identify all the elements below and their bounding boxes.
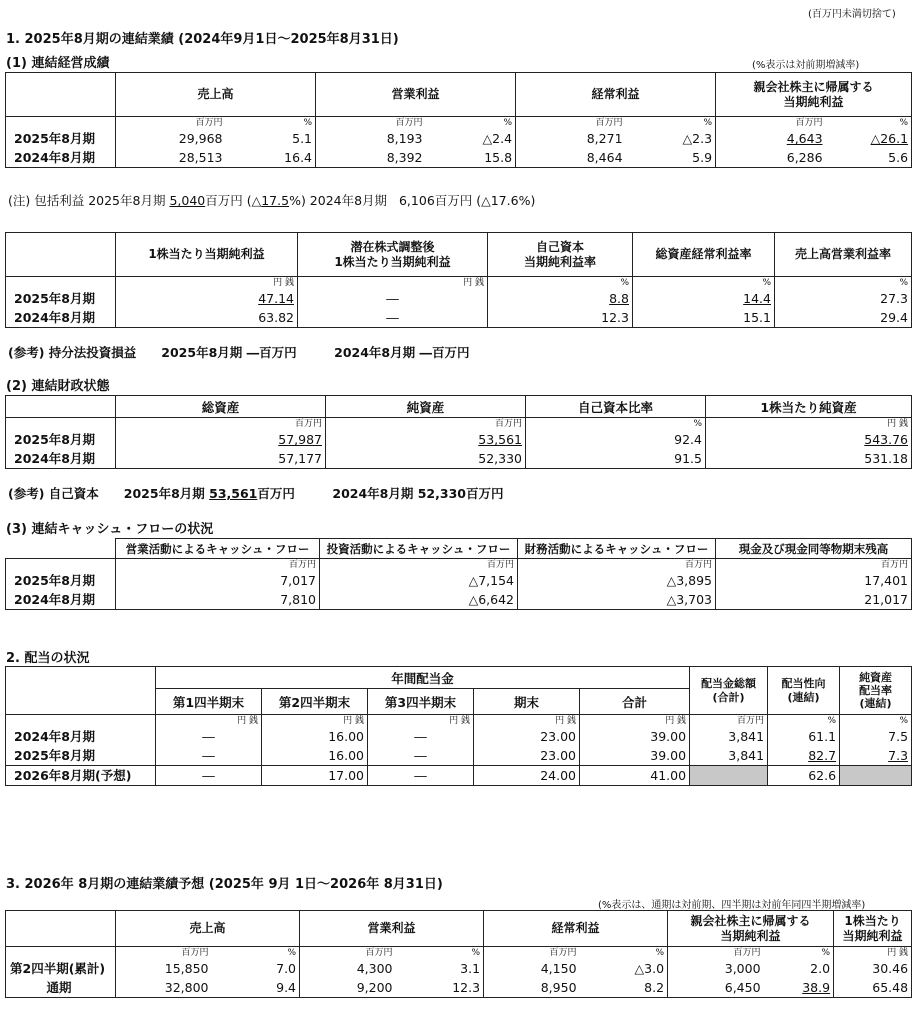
equity-note: [8, 484, 503, 502]
cell: 8.8: [609, 291, 629, 306]
header-operating-cf: 営業活動によるキャッシュ・フロー: [116, 539, 320, 559]
cell: 4,300: [300, 959, 396, 978]
cell: 39.00: [580, 746, 690, 766]
unit: 円 銭: [298, 277, 488, 290]
unit: 百万円: [300, 947, 396, 960]
cell: 16.00: [262, 746, 368, 766]
unit: 百万円: [518, 559, 716, 572]
cell: 29.4: [775, 308, 912, 328]
cell: 92.4: [526, 430, 706, 449]
cell: [840, 766, 912, 786]
table-row: [6, 727, 912, 746]
cell: 39.00: [580, 727, 690, 746]
results-title: (1) 連結経営成績: [6, 56, 110, 71]
table-row: [6, 978, 912, 998]
unit: 百万円: [316, 117, 426, 130]
unit: %: [764, 947, 834, 960]
row-label: 2024年8月期: [6, 308, 116, 328]
unit: 百万円: [326, 418, 526, 431]
header-year-end: 期末: [474, 689, 580, 715]
cell: △2.4: [426, 129, 516, 148]
cell: 5.1: [226, 129, 316, 148]
section1-title: 1. 2025年8月期の連結業績 (2024年9月1日～2025年8月31日): [6, 32, 399, 47]
cell: ―: [156, 727, 262, 746]
cell: △2.3: [626, 129, 716, 148]
unit: 円 銭: [116, 277, 298, 290]
cell: 62.6: [768, 766, 840, 786]
cell: △3,703: [518, 590, 716, 610]
unit: 百万円: [690, 715, 768, 728]
header-doe: 純資産 配当率 (連結): [840, 667, 912, 715]
header-cash-end: 現金及び現金同等物期末残高: [716, 539, 912, 559]
unit: 百万円: [116, 117, 226, 130]
unit: 百万円: [484, 947, 580, 960]
cell: 28,513: [116, 148, 226, 168]
row-label: 2025年8月期: [6, 289, 116, 308]
unit: %: [396, 947, 484, 960]
cell: 16.00: [262, 727, 368, 746]
cell: 47.14: [258, 291, 294, 306]
table-row: [6, 746, 912, 766]
dividends-table: [5, 666, 912, 786]
cell: 52,330: [326, 449, 526, 469]
cell: 27.3: [775, 289, 912, 308]
header-roe: 自己資本 当期純利益率: [488, 233, 633, 277]
header-ordinary-income: 経常利益: [484, 911, 668, 947]
cell: 23.00: [474, 727, 580, 746]
unit: 百万円: [716, 117, 826, 130]
unit: 百万円: [116, 559, 320, 572]
row-label: 2024年8月期: [6, 727, 156, 746]
note-value: 6,106百万円 (△17.6%): [398, 193, 536, 208]
cell: 8.2: [580, 978, 668, 998]
unit: %: [626, 117, 716, 130]
unit: 百万円: [668, 947, 764, 960]
results-table: [5, 72, 912, 168]
cell: [690, 766, 768, 786]
cell: 12.3: [396, 978, 484, 998]
financial-title: (2) 連結財政状態: [6, 379, 110, 394]
note-text: 百万円 (△: [205, 193, 262, 208]
row-label: 2025年8月期: [6, 571, 116, 590]
cell: ―: [156, 746, 262, 766]
unit: %: [226, 117, 316, 130]
cell: 38.9: [802, 980, 831, 995]
cell: ―: [298, 308, 488, 328]
header-total: 合計: [580, 689, 690, 715]
note-text: (注) 包括利益 2025年8月期: [8, 193, 166, 208]
cell: 82.7: [808, 748, 837, 763]
table-row: [6, 308, 912, 328]
header-eps: 1株当たり当期純利益: [116, 233, 298, 277]
table-row: [6, 449, 912, 469]
header-financing-cf: 財務活動によるキャッシュ・フロー: [518, 539, 716, 559]
cashflow-title: (3) 連結キャッシュ・フローの状況: [6, 522, 214, 537]
table-row: [6, 129, 912, 148]
cell: 15.1: [633, 308, 775, 328]
unit: %: [526, 418, 706, 431]
cell: 9.4: [212, 978, 300, 998]
row-label: 第2四半期(累計): [6, 959, 116, 978]
unit: 百万円: [716, 559, 912, 572]
row-label: 2025年8月期: [6, 129, 116, 148]
header-bps: 1株当たり純資産: [706, 396, 912, 418]
cell: 53,561: [478, 432, 522, 447]
cell: △7,154: [320, 571, 518, 590]
cell: 12.3: [488, 308, 633, 328]
unit-note: (百万円未満切捨て): [808, 9, 896, 20]
note-text: (参考) 自己資本 2025年8月期: [8, 486, 205, 501]
cell: ―: [298, 289, 488, 308]
unit: %: [768, 715, 840, 728]
header-operating-income: 営業利益: [300, 911, 484, 947]
cell: 8,392: [316, 148, 426, 168]
header-op-margin: 売上高営業利益率: [775, 233, 912, 277]
cell: 7.5: [840, 727, 912, 746]
cell: 3,000: [668, 959, 764, 978]
cashflow-table: [5, 538, 912, 610]
note-text: %) 2024年8月期: [289, 193, 388, 208]
cell: 14.4: [743, 291, 771, 306]
header-sales: 売上高: [116, 911, 300, 947]
cell: 30.46: [834, 959, 912, 978]
header-diluted-eps: 潜在株式調整後 1株当たり当期純利益: [298, 233, 488, 277]
cell: 9,200: [300, 978, 396, 998]
cell: 4,643: [786, 131, 823, 146]
cell: 4,150: [484, 959, 580, 978]
table-row: [6, 148, 912, 168]
unit: 円 銭: [368, 715, 474, 728]
unit: %: [826, 117, 912, 130]
header-annual-dividend: 年間配当金: [156, 667, 690, 689]
cell: 15.8: [426, 148, 516, 168]
cell: 7.3: [888, 748, 909, 763]
unit: %: [212, 947, 300, 960]
row-label: 2025年8月期: [6, 430, 116, 449]
cell: △3,895: [518, 571, 716, 590]
unit: %: [426, 117, 516, 130]
cell: 543.76: [864, 432, 908, 447]
note-value: 5,040: [169, 193, 206, 208]
forecast-title: 3. 2026年 8月期の連結業績予想 (2025年 9月 1日～2026年 8月31日): [6, 877, 443, 892]
unit: 百万円: [516, 117, 626, 130]
cell: 7,017: [116, 571, 320, 590]
row-label: 2026年8月期(予想): [6, 766, 156, 786]
unit: 円 銭: [706, 418, 912, 431]
header-net-assets: 純資産: [326, 396, 526, 418]
cell: △6,642: [320, 590, 518, 610]
row-label: 2024年8月期: [6, 590, 116, 610]
unit: %: [633, 277, 775, 290]
financial-table: [5, 395, 912, 469]
row-label: 2025年8月期: [6, 746, 156, 766]
comprehensive-income-note: [8, 191, 535, 209]
cell: 8,464: [516, 148, 626, 168]
header-q1: 第1四半期末: [156, 689, 262, 715]
cell: 16.4: [226, 148, 316, 168]
unit: %: [775, 277, 912, 290]
table-row: [6, 766, 912, 786]
row-label: 2024年8月期: [6, 148, 116, 168]
cell: 63.82: [116, 308, 298, 328]
cell: 17.00: [262, 766, 368, 786]
unit: 百万円: [320, 559, 518, 572]
row-label: 2024年8月期: [6, 449, 116, 469]
cell: 15,850: [116, 959, 212, 978]
unit: 円 銭: [156, 715, 262, 728]
cell: 6,450: [668, 978, 764, 998]
header-net-income: 親会社株主に帰属する 当期純利益: [668, 911, 834, 947]
cell: △26.1: [870, 131, 909, 146]
header-eps: 1株当たり 当期純利益: [834, 911, 912, 947]
cell: 57,987: [278, 432, 322, 447]
header-total-assets: 総資産: [116, 396, 326, 418]
header-q2: 第2四半期末: [262, 689, 368, 715]
table-row: [6, 959, 912, 978]
header-investing-cf: 投資活動によるキャッシュ・フロー: [320, 539, 518, 559]
unit: 百万円: [116, 418, 326, 431]
header-total-dividend: 配当金総額 (合計): [690, 667, 768, 715]
header-sales: 売上高: [116, 73, 316, 117]
cell: 24.00: [474, 766, 580, 786]
cell: 7.0: [212, 959, 300, 978]
cell: 3.1: [396, 959, 484, 978]
cell: 3,841: [690, 746, 768, 766]
unit: 円 銭: [474, 715, 580, 728]
cell: ―: [156, 766, 262, 786]
header-payout-ratio: 配当性向 (連結): [768, 667, 840, 715]
unit: 円 銭: [834, 947, 912, 960]
cell: 65.48: [834, 978, 912, 998]
note-value: 17.5: [261, 193, 290, 208]
unit: 円 銭: [262, 715, 368, 728]
header-operating-income: 営業利益: [316, 73, 516, 117]
results-note: (%表示は対前期増減率): [752, 60, 860, 71]
forecast-note: (%表示は、通期は対前期、四半期は対前年同四半期増減率): [598, 900, 866, 911]
cell: 3,841: [690, 727, 768, 746]
per-share-table: [5, 232, 912, 328]
header-net-income: 親会社株主に帰属する 当期純利益: [716, 73, 912, 117]
cell: △3.0: [580, 959, 668, 978]
cell: 23.00: [474, 746, 580, 766]
cell: 91.5: [526, 449, 706, 469]
unit: %: [580, 947, 668, 960]
note-value: 53,561: [209, 486, 258, 501]
cell: ―: [368, 746, 474, 766]
header-q3: 第3四半期末: [368, 689, 474, 715]
header-roa: 総資産経常利益率: [633, 233, 775, 277]
cell: 61.1: [768, 727, 840, 746]
unit: %: [488, 277, 633, 290]
cell: 57,177: [116, 449, 326, 469]
cell: 29,968: [116, 129, 226, 148]
cell: 8,271: [516, 129, 626, 148]
cell: 2.0: [764, 959, 834, 978]
cell: 32,800: [116, 978, 212, 998]
cell: 8,193: [316, 129, 426, 148]
cell: 8,950: [484, 978, 580, 998]
cell: 5.6: [826, 148, 912, 168]
dividends-title: 2. 配当の状況: [6, 651, 90, 666]
unit: 百万円: [116, 947, 212, 960]
cell: ―: [368, 766, 474, 786]
table-row: [6, 289, 912, 308]
table-row: [6, 590, 912, 610]
table-row: [6, 430, 912, 449]
header-ordinary-income: 経常利益: [516, 73, 716, 117]
forecast-table: [5, 910, 912, 998]
row-label: 通期: [6, 978, 116, 998]
cell: 21,017: [716, 590, 912, 610]
unit: %: [840, 715, 912, 728]
note-text: 百万円 2024年8月期 52,330百万円: [257, 486, 504, 501]
cell: ―: [368, 727, 474, 746]
cell: 531.18: [706, 449, 912, 469]
cell: 17,401: [716, 571, 912, 590]
cell: 5.9: [626, 148, 716, 168]
cell: 41.00: [580, 766, 690, 786]
cell: 6,286: [716, 148, 826, 168]
cell: 7,810: [116, 590, 320, 610]
header-equity-ratio: 自己資本比率: [526, 396, 706, 418]
table-row: [6, 571, 912, 590]
unit: 円 銭: [580, 715, 690, 728]
equity-method-note: (参考) 持分法投資損益 2025年8月期 ―百万円 2024年8月期 ―百万円: [8, 345, 470, 360]
